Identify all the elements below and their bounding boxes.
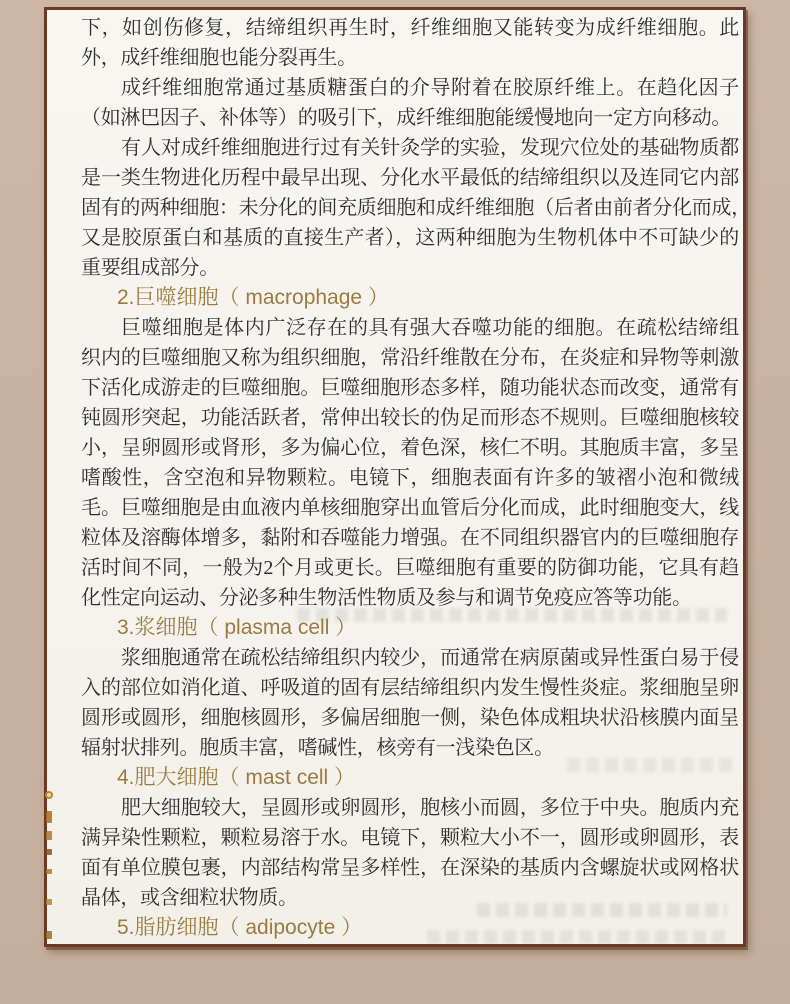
text-line: 面有单位膜包裹，内部结构常呈多样性，在深染的基质内含螺旋状或网格状 — [81, 857, 739, 879]
text-line: 有人对成纤维细胞进行过有关针灸学的实验，发现穴位处的基础物质都 — [121, 137, 739, 159]
spine-gold-mark — [46, 931, 52, 939]
text-line: 晶体，或含细粒状物质。 — [81, 887, 298, 909]
page-text — [81, 13, 751, 943]
text-line: 嗜酸性，含空泡和异物颗粒。电镜下，细胞表面有许多的皱褶小泡和微绒 — [81, 467, 739, 489]
text-line: 毛。巨噬细胞是由血液内单核细胞穿出血管后分化而成，此时细胞变大，线 — [81, 497, 739, 519]
spine-gold-mark — [46, 869, 52, 874]
text-line: 浆细胞通常在疏松结缔组织内较少，而通常在病原菌或异性蛋白易于侵 — [121, 647, 739, 669]
book-page — [44, 7, 751, 947]
text-line: 入的部位如消化道、呼吸道的固有层结缔组织内发生慢性炎症。浆细胞呈卵 — [81, 677, 739, 699]
text-line: 满异染性颗粒，颗粒易溶于水。电镜下，颗粒大小不一，圆形或卵圆形，表 — [81, 827, 739, 849]
section-heading: 4.肥大细胞（ mast cell ） — [117, 766, 356, 789]
text-line: 小，呈卵圆形或肾形，多为偏心位，着色深，核仁不明。其胞质丰富，多呈 — [81, 437, 739, 459]
spine-gold-mark — [46, 899, 52, 905]
text-line: 辐射状排列。胞质丰富，嗜碱性，核旁有一浅染色区。 — [81, 737, 554, 759]
section-heading: 3.浆细胞（ plasma cell ） — [117, 616, 357, 639]
text-line: 肥大细胞较大，呈圆形或卵圆形，胞核小而圆，多位于中央。胞质内充 — [121, 797, 739, 819]
spine-ring-ornament — [45, 791, 53, 799]
text-line: 重要组成部分。 — [81, 257, 219, 279]
text-line: 巨噬细胞是体内广泛存在的具有强大吞噬功能的细胞。在疏松结缔组 — [121, 317, 739, 339]
spine-gold-mark — [46, 831, 52, 840]
text-line: 活时间不同，一般为2个月或更长。巨噬细胞有重要的防御功能，它具有趋 — [81, 557, 739, 579]
text-line: 粒体及溶酶体增多，黏附和吞噬能力增强。在不同组织器官内的巨噬细胞存 — [81, 527, 739, 549]
text-line: 固有的两种细胞：未分化的间充质细胞和成纤维细胞（后者由前者分化而成， — [81, 197, 751, 219]
text-line: 钝圆形突起，功能活跃者，常伸出较长的伪足而形态不规则。巨噬细胞核较 — [81, 407, 739, 429]
spine-decoration — [43, 791, 55, 951]
text-line: 又是胶原蛋白和基质的直接生产者），这两种细胞为生物机体中不可缺少的 — [81, 227, 739, 249]
text-line: 下活化成游走的巨噬细胞。巨噬细胞形态多样，随功能状态而改变，通常有 — [81, 377, 739, 399]
text-line: （如淋巴因子、补体等）的吸引下，成纤维细胞能缓慢地向一定方向移动。 — [81, 107, 732, 129]
section-heading: 5.脂肪细胞（ adipocyte ） — [117, 916, 363, 939]
spine-gold-mark — [46, 849, 52, 855]
section-heading: 2.巨噬细胞（ macrophage ） — [117, 286, 389, 309]
text-line: 成纤维细胞常通过基质糖蛋白的介导附着在胶原纤维上。在趋化因子 — [121, 77, 739, 99]
text-line: 是一类生物进化历程中最早出现、分化水平最低的结缔组织以及连同它内部 — [81, 167, 739, 189]
text-line: 圆形或圆形，细胞核圆形，多偏居细胞一侧，染色体成粗块状沿核膜内面呈 — [81, 707, 739, 729]
text-line: 织内的巨噬细胞又称为组织细胞，常沿纤维散在分布，在炎症和异物等刺激 — [81, 347, 739, 369]
text-line: 外，成纤维细胞也能分裂再生。 — [81, 47, 357, 69]
text-line: 化性定向运动、分泌多种生物活性物质及参与和调节免疫应答等功能。 — [81, 587, 692, 609]
spine-gold-mark — [46, 811, 52, 823]
text-line: 下，如创伤修复，结缔组织再生时，纤维细胞又能转变为成纤维细胞。此 — [81, 17, 739, 39]
